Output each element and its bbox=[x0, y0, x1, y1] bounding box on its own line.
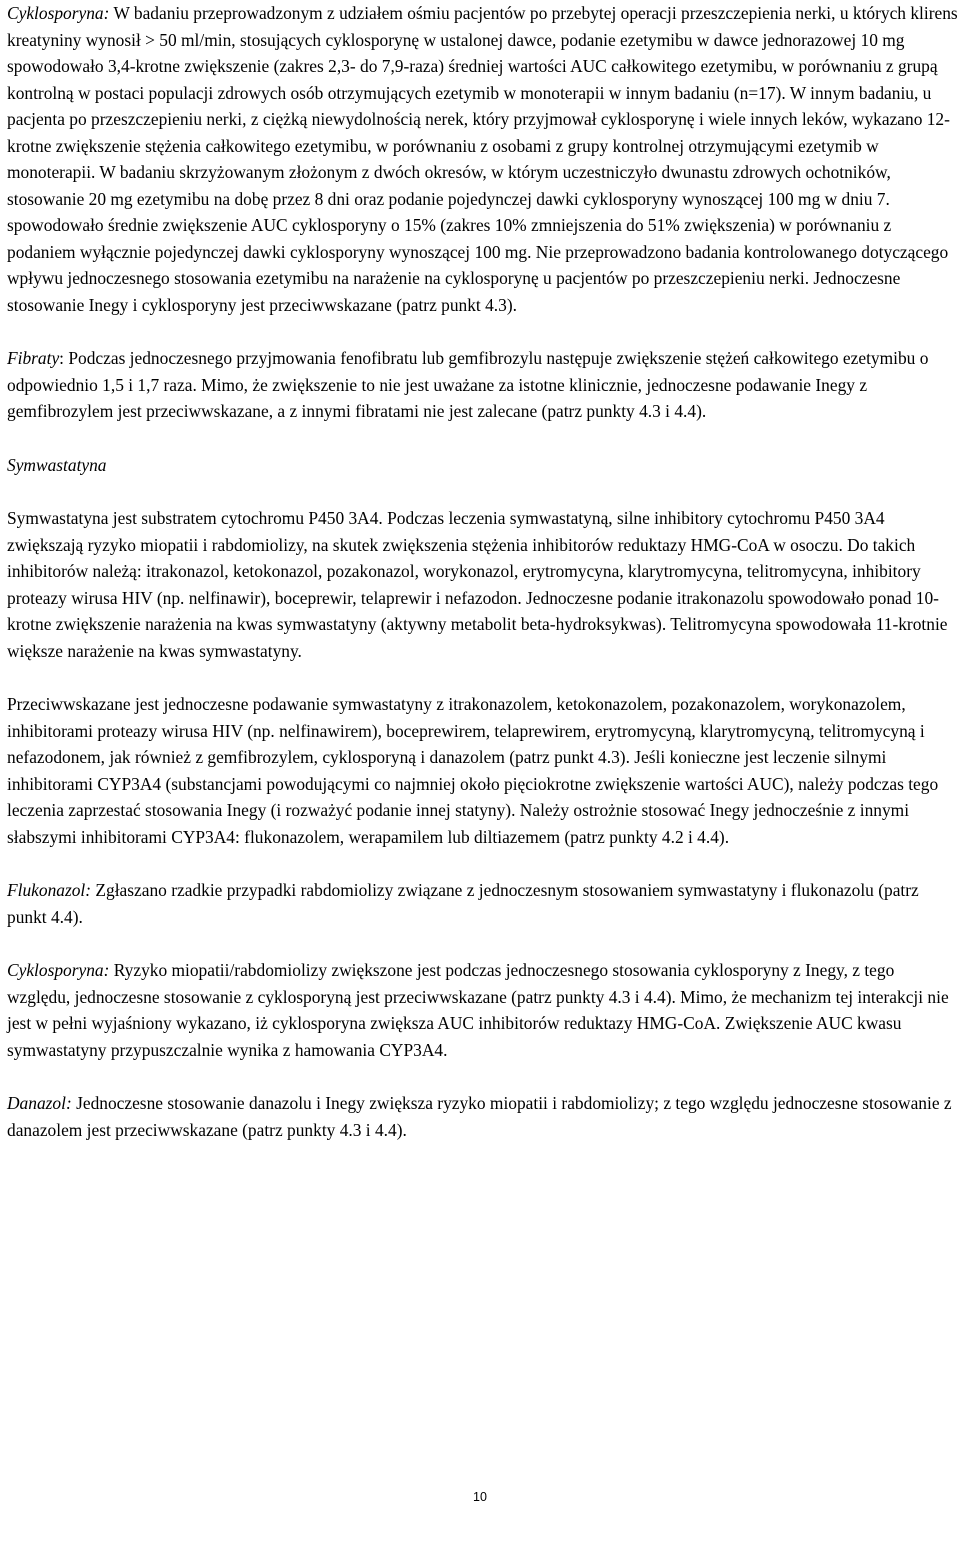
page-number: 10 bbox=[473, 1490, 487, 1504]
paragraph-contraindications bbox=[7, 691, 959, 850]
paragraph-danazol bbox=[7, 1090, 959, 1143]
document-body bbox=[7, 0, 959, 1143]
section-heading-label: Symwastatyna bbox=[7, 454, 107, 475]
paragraph-simvastatin-cyp3a4 bbox=[7, 505, 959, 664]
paragraph-text: Ryzyko miopatii/rabdomiolizy zwiększone jest podczas jednoczesnego stosowania cyklosporyny z Inegy, z tego względu, jednoczesne stosowanie z cyklosporyną jest przeciwwskazane (patrz punkty 4.3 i 4.4). Mimo, że mechanizm tej interakcji nie jest w pełni wyjaśniony wykazano, iż cyklosporyna zwiększa AUC inhibitorów reduktazy HMG-CoA. Zwiększenie AUC kwasu symwastatyny przypuszczalnie wynika z hamowania CYP3A4. bbox=[7, 960, 949, 1060]
paragraph-fibrates bbox=[7, 345, 959, 425]
paragraph-label: Flukonazol: bbox=[7, 880, 92, 900]
paragraph-spacer bbox=[7, 425, 959, 452]
paragraph-fluconazole bbox=[7, 877, 959, 930]
paragraph-text: Przeciwwskazane jest jednoczesne podawanie symwastatyny z itrakonazolem, ketokonazolem, pozakonazolem, worykonazolem, inhibitorami proteazy wirusa HIV (np. nelfinawirem), boceprewirem, telaprewirem, erytromycyną, klarytromycyną, telitromycyną i nefazodonem, jak również z gemfibrozylem, cyklosporyną i danazolem (patrz punkt 4.3). Jeśli konieczne jest leczenie silnymi inhibitorami CYP3A4 (substancjami powodującymi co najmniej około pięciokrotne zwiększenie wartości AUC), należy podczas tego leczenia zaprzestać stosowania Inegy (i rozważyć podanie innej statyny). Należy ostrożnie stosować Inegy jednocześnie z innymi słabszymi inhibitorami CYP3A4: flukonazolem, werapamilem lub diltiazemem (patrz punkty 4.2 i 4.4). bbox=[7, 694, 939, 847]
paragraph-spacer bbox=[7, 1063, 959, 1090]
paragraph-spacer bbox=[7, 850, 959, 877]
paragraph-text: Symwastatyna jest substratem cytochromu P450 3A4. Podczas leczenia symwastatyną, silne inhibitory cytochromu P450 3A4 zwiększają ryzyko miopatii i rabdomiolizy, na skutek zwiększenia stężenia inhibitorów reduktazy HMG-CoA w osoczu. Do takich inhibitorów należą: itrakonazol, ketokonazol, pozakonazol, worykonazol, erytromycyna, klarytromycyna, telitromycyna, inhibitory proteazy wirusa HIV (np. nelfinawir), boceprewir, telaprewir i nefazodon. Jednoczesne podanie itrakonazolu spowodowało ponad 10-krotne zwiększenie narażenia na kwas symwastatyny (aktywny metabolit beta-hydroksykwas). Telitromycyna spowodowała 11-krotnie większe narażenie na kwas symwastatyny. bbox=[7, 508, 948, 661]
paragraph-label: Cyklosporyna: bbox=[7, 3, 110, 23]
paragraph-spacer bbox=[7, 930, 959, 957]
paragraph-label: Danazol: bbox=[7, 1093, 72, 1113]
paragraph-spacer bbox=[7, 664, 959, 691]
paragraph-label: Cyklosporyna: bbox=[7, 960, 110, 980]
paragraph-cyclosporine-simvastatin bbox=[7, 957, 959, 1063]
section-heading-simvastatin bbox=[7, 452, 959, 479]
paragraph-spacer bbox=[7, 478, 959, 505]
paragraph-text: Zgłaszano rzadkie przypadki rabdomiolizy związane z jednoczesnym stosowaniem symwastatyny i flukonazolu (patrz punkt 4.4). bbox=[7, 880, 919, 927]
paragraph-spacer bbox=[7, 318, 959, 345]
paragraph-text: : Podczas jednoczesnego przyjmowania fenofibratu lub gemfibrozylu następuje zwiększenie stężeń całkowitego ezetymibu o odpowiednio 1,5 i 1,7 raza. Mimo, że zwiększenie to nie jest uważane za istotne klinicznie, jednoczesne podawanie Inegy z gemfibrozylem jest przeciwwskazane, a z innymi fibratami nie jest zalecane (patrz punkty 4.3 i 4.4). bbox=[7, 348, 929, 421]
paragraph-label: Fibraty bbox=[7, 348, 60, 368]
paragraph-text: W badaniu przeprowadzonym z udziałem ośmiu pacjentów po przebytej operacji przeszczepienia nerki, u których klirens kreatyniny wynosił > 50 ml/min, stosujących cyklosporynę w ustalonej dawce, podanie ezetymibu w dawce jednorazowej 10 mg spowodowało 3,4-krotne zwiększenie (zakres 2,3- do 7,9-raza) średniej wartości AUC całkowitego ezetymibu, w porównaniu z grupą kontrolną w postaci populacji zdrowych osób otrzymujących ezetymib w monoterapii w innym badaniu (n=17). W innym badaniu, u pacjenta po przeszczepieniu nerki, z ciężką niewydolnością nerek, który przyjmował cyklosporynę i wiele innych leków, wykazano 12-krotne zwiększenie stężenia całkowitego ezetymibu, w porównaniu z osobami z grupy kontrolnej otrzymującymi ezetymib w monoterapii. W badaniu skrzyżowanym złożonym z dwóch okresów, w którym uczestniczyło dwunastu zdrowych ochotników, stosowanie 20 mg ezetymibu na dobę przez 8 dni oraz podanie pojedynczej dawki cyklosporyny wynoszącej 100 mg w dniu 7. spowodowało średnie zwiększenie AUC cyklosporyny o 15% (zakres 10% zmniejszenia do 51% zwiększenia) w porównaniu z podaniem wyłącznie pojedynczej dawki cyklosporyny wynoszącej 100 mg. Nie przeprowadzono badania kontrolowanego dotyczącego wpływu jednoczesnego stosowania ezetymibu na narażenie na cyklosporynę u pacjentów po przeszczepieniu nerki. Jednoczesne stosowanie Inegy i cyklosporyny jest przeciwwskazane (patrz punkt 4.3). bbox=[7, 3, 958, 315]
paragraph-text: Jednoczesne stosowanie danazolu i Inegy zwiększa ryzyko miopatii i rabdomiolizy; z tego względu jednoczesne stosowanie z danazolem jest przeciwwskazane (patrz punkty 4.3 i 4.4). bbox=[7, 1093, 952, 1140]
paragraph-cyclosporine-ezetimibe bbox=[7, 0, 959, 318]
